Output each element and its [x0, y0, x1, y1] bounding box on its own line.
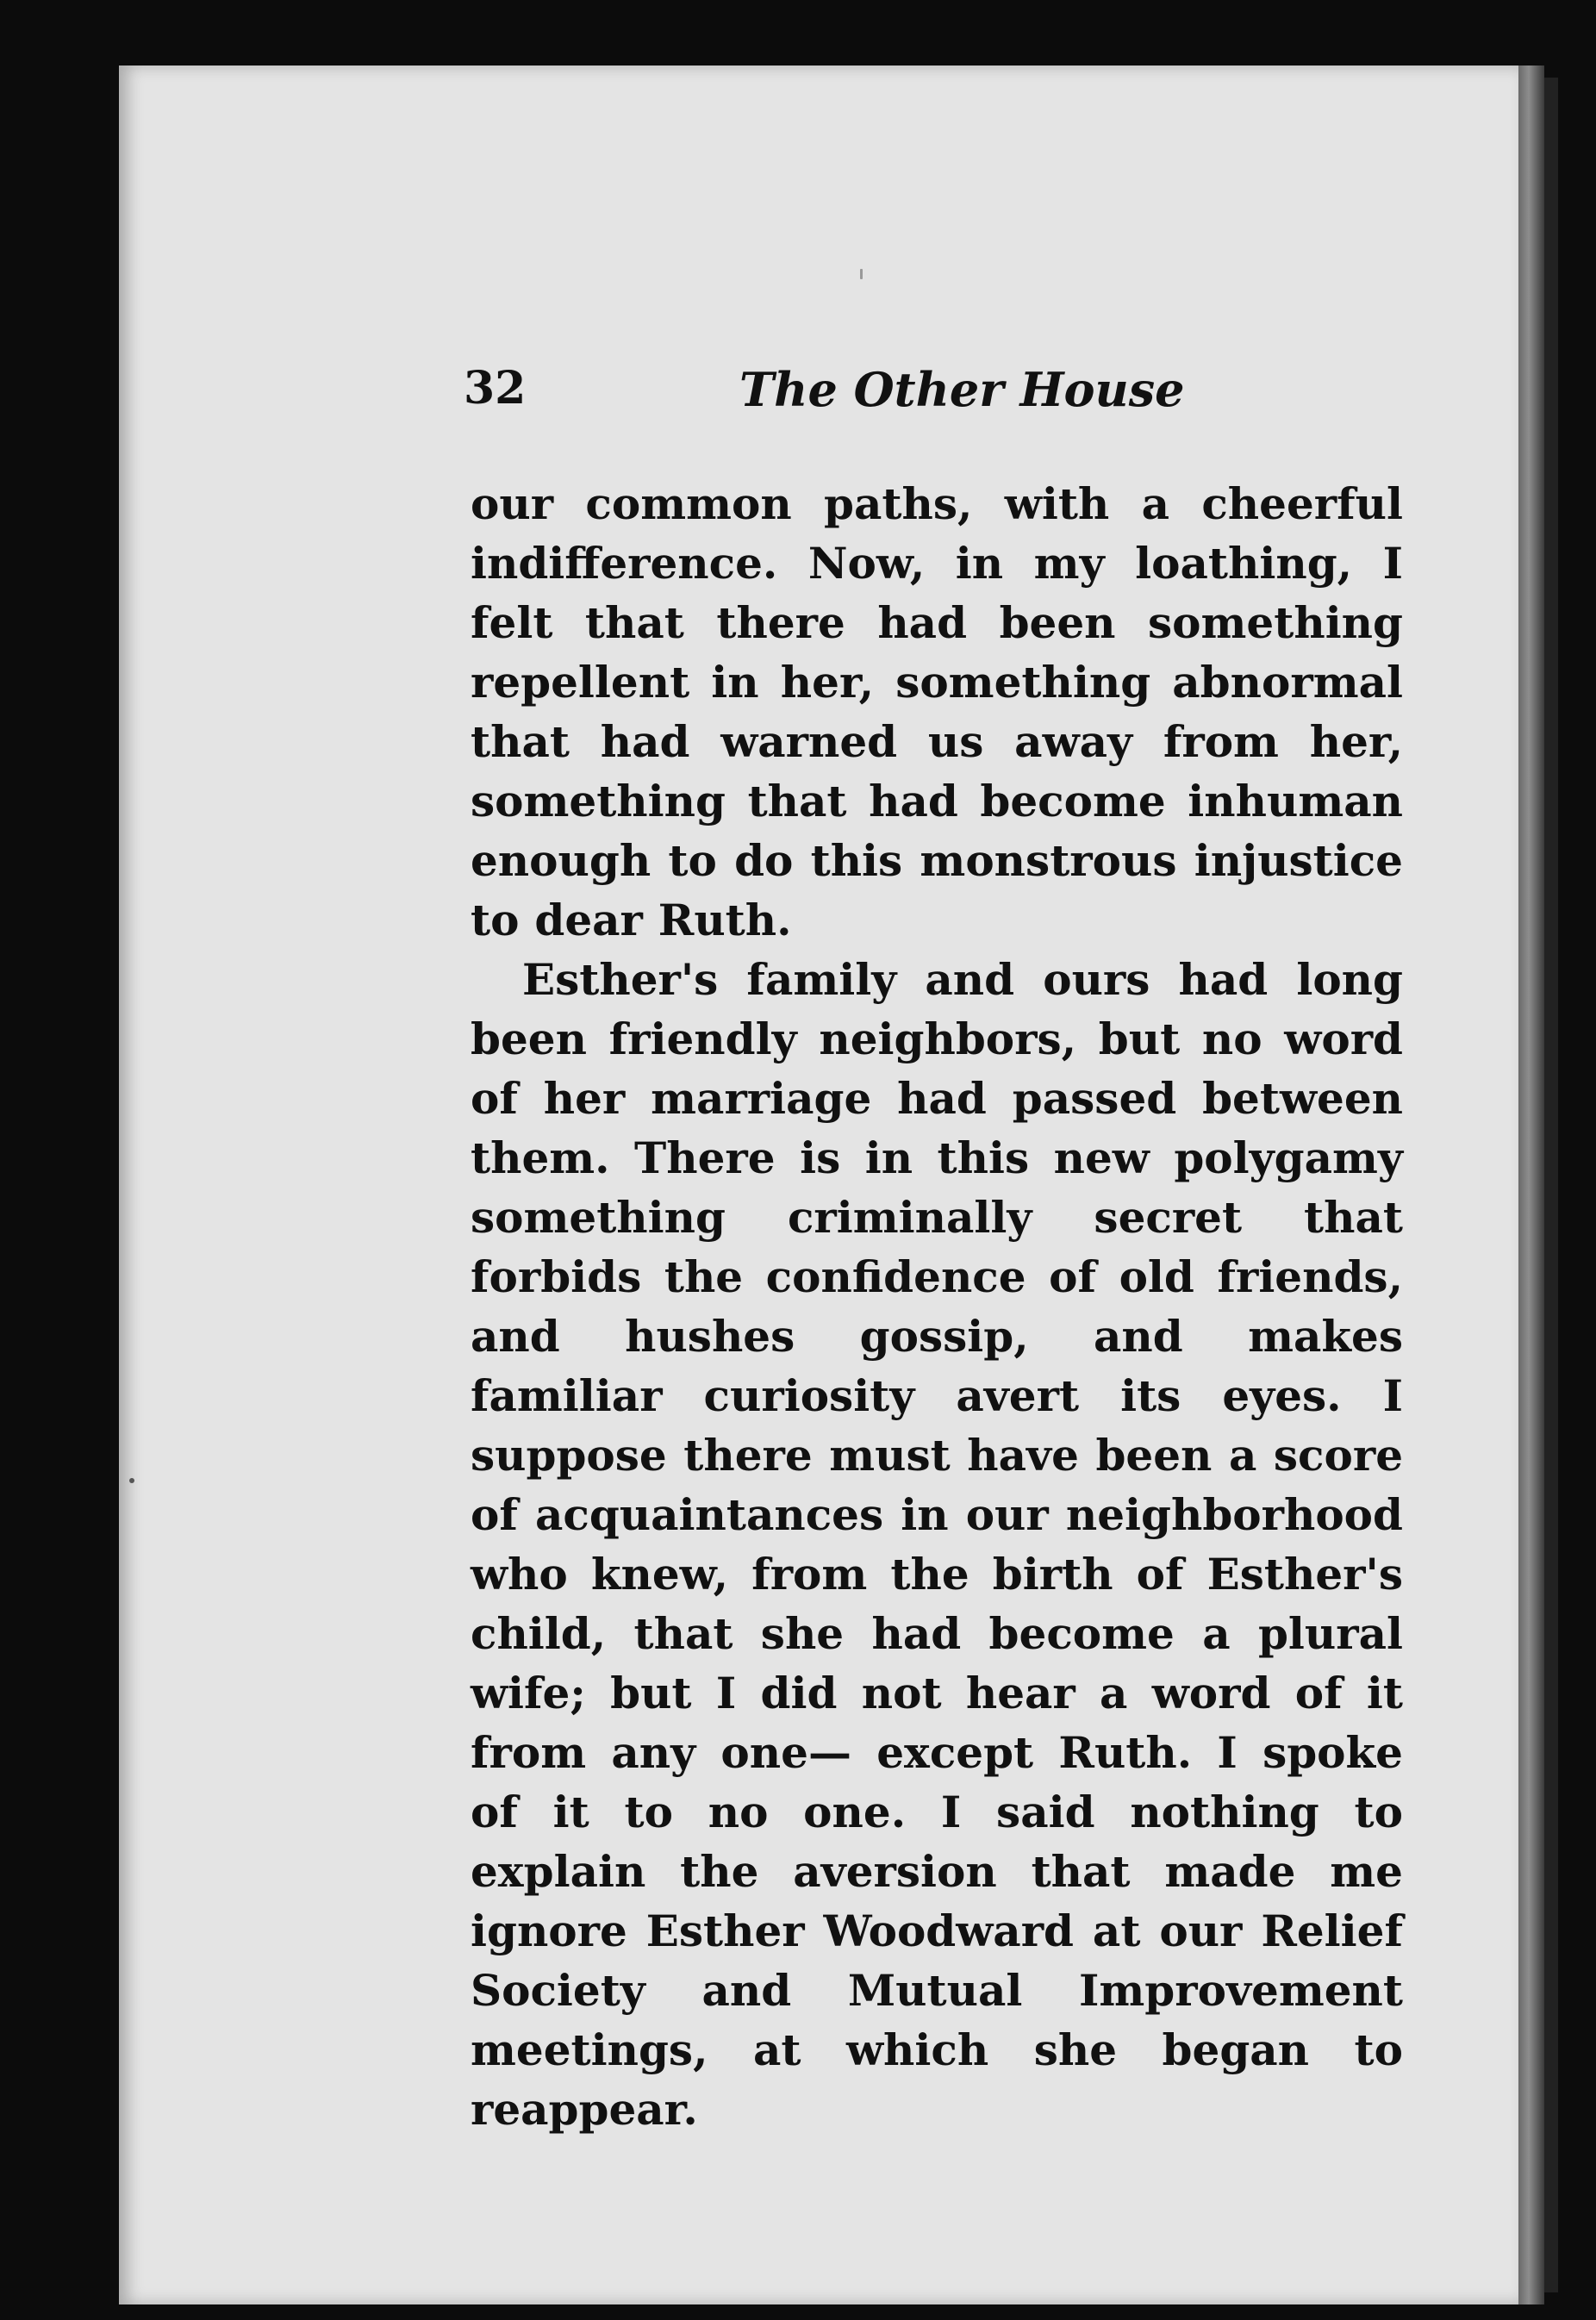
- page-edge: [1518, 65, 1544, 2304]
- page-header: [464, 362, 1412, 431]
- paragraph-2: Esther's family and ours had long been friendly neighbors, but no word of her marriage had passed between them. There is in this new polygamy something criminally secret that forbids the confidence of old friends, and hushes gossip, and makes familiar curiosity avert its eyes. I suppose there must have been a score of acquaintances in our neighborhood who knew, from the birth of Esther's child, that she had become a plural wife; but I did not hear a word of it from any one— except Ruth. I spoke of it to no one. I said nothing to explain the aversion that made me ignore Esther Woodward at our Relief Society and Mutual Improvement meetings, at which she began to reappear.: [471, 954, 1403, 2135]
- paragraph-1: our common paths, with a cheerful indifference. Now, in my loathing, I felt that there had been something repellent in her, something abnormal that had warned us away from her, something that had become inhuman enough to do this monstrous injustice to dear Ruth.: [471, 478, 1403, 945]
- scan-speck: [129, 1478, 134, 1483]
- binding-shadow: [1544, 78, 1558, 2292]
- body-text: [471, 474, 1403, 2139]
- running-title: The Other House: [739, 362, 1185, 417]
- page-number: 32: [464, 362, 527, 415]
- scan-speck: [860, 269, 863, 279]
